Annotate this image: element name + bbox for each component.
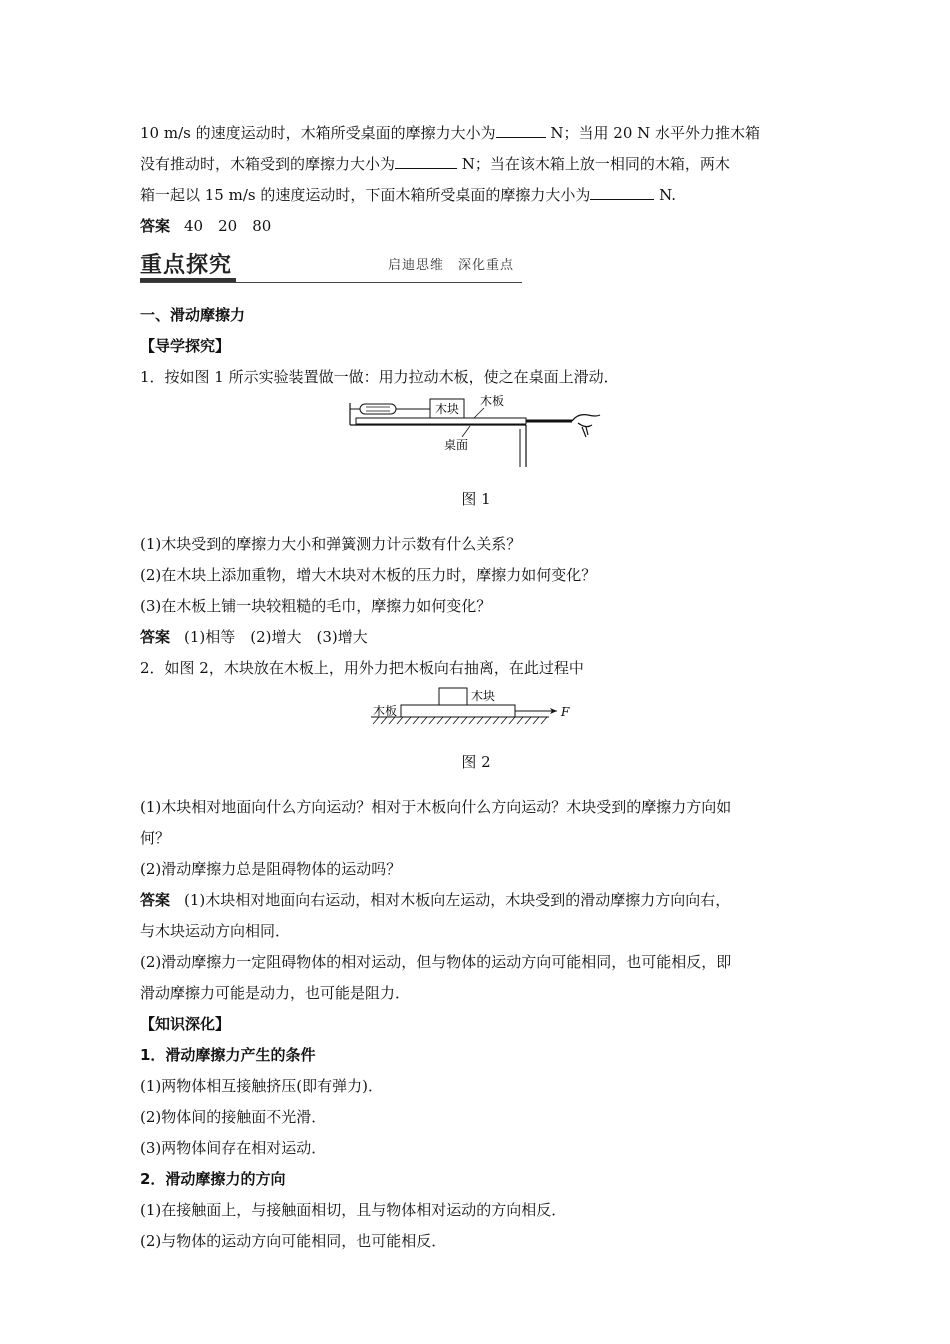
- question-2-part-1: (1)木块相对地面向什么方向运动？相对于木板向什么方向运动？木块受到的摩擦力方向如: [140, 798, 732, 816]
- question-2: 2．如图 2，木块放在木板上，用外力把木板向右抽离，在此过程中: [140, 659, 584, 677]
- table-label: 桌面: [444, 438, 469, 452]
- intro-text: N.: [654, 186, 677, 204]
- guide-label: 【导学探究】: [140, 337, 231, 355]
- board-label: 木板: [480, 394, 505, 408]
- knowledge-1-item: (2)物体间的接触面不光滑．: [140, 1108, 327, 1126]
- figure-2: [371, 686, 581, 732]
- intro-text: N；当用 20 N 水平外力推木箱: [545, 124, 761, 142]
- intro-answer: [140, 211, 812, 242]
- question-1-part-1: (1)木块受到的摩擦力大小和弹簧测力计示数有什么关系？: [140, 535, 522, 553]
- answer-text: 40 20 80: [184, 217, 272, 235]
- block: [439, 688, 467, 705]
- answer-text: (1)木块相对地面向右运动，相对木板向左运动，木块受到的滑动摩擦力方向向右，: [184, 891, 731, 909]
- heading-sliding-friction: 一、滑动摩擦力: [140, 306, 246, 324]
- answer-blank: [496, 123, 546, 138]
- section-title: 重点探究: [140, 253, 233, 278]
- board: [401, 705, 515, 717]
- block-label: 木块: [434, 402, 460, 416]
- question-2-part-1-cont: 何？: [140, 829, 171, 847]
- question-2-answer: [140, 885, 812, 916]
- figure-1-caption: 图 1: [461, 490, 491, 508]
- block-label: 木块: [471, 689, 496, 703]
- knowledge-1-item: (1)两物体相互接触挤压(即有弹力)．: [140, 1077, 383, 1095]
- section-header: [140, 248, 812, 292]
- intro-line-1: [140, 118, 812, 149]
- figure-1: [346, 393, 606, 469]
- force-label: F: [561, 705, 570, 719]
- answer-label: 答案: [140, 891, 171, 909]
- hand-icon: [572, 415, 600, 437]
- figure-1-diagram: [346, 393, 606, 469]
- knowledge-2-item: (2)与物体的运动方向可能相同，也可能相反．: [140, 1232, 447, 1250]
- figure-2-diagram: [371, 686, 581, 732]
- question-1-part-3: (3)在木板上铺一块较粗糙的毛巾，摩擦力如何变化？: [140, 597, 492, 615]
- answer-text-cont: 与木块运动方向相同．: [140, 922, 291, 940]
- intro-text: 10 m/s 的速度运动时，木箱所受桌面的摩擦力大小为: [140, 124, 496, 142]
- document-page: [140, 118, 812, 1257]
- question-1-part-2: (2)在木块上添加重物，增大木块对木板的压力时，摩擦力如何变化？: [140, 566, 597, 584]
- section-subtitle: 启迪思维 深化重点: [388, 258, 515, 273]
- board-label-pointer: [474, 408, 484, 418]
- answer-text-2: (2)滑动摩擦力一定阻碍物体的相对运动，但与物体的运动方向可能相同，也可能相反，即: [140, 953, 732, 971]
- answer-text-2-cont: 滑动摩擦力可能是动力，也可能是阻力．: [140, 984, 411, 1002]
- answer-label: 答案: [140, 628, 171, 646]
- answer-label: 答案: [140, 217, 171, 235]
- knowledge-1-item: (3)两物体间存在相对运动．: [140, 1139, 327, 1157]
- deepen-label: 【知识深化】: [140, 1015, 231, 1033]
- question-1-answer: [140, 622, 812, 653]
- figure-2-caption: 图 2: [461, 753, 491, 771]
- intro-line-2: [140, 149, 812, 180]
- board: [356, 418, 526, 424]
- intro-text: 没有推动时，木箱受到的摩擦力大小为: [140, 155, 396, 173]
- ground-hatching: [373, 717, 547, 724]
- table-label-pointer: [462, 426, 470, 437]
- knowledge-2-item: (1)在接触面上，与接触面相切，且与物体相对运动的方向相反．: [140, 1201, 567, 1219]
- question-1: 1．按如图 1 所示实验装置做一做：用力拉动木板，使之在桌面上滑动．: [140, 368, 619, 386]
- answer-blank: [590, 185, 654, 200]
- answer-blank: [395, 154, 457, 169]
- board-label: 木板: [373, 704, 398, 718]
- answer-text: (1)相等 (2)增大 (3)增大: [184, 628, 368, 646]
- knowledge-1-title: 1．滑动摩擦力产生的条件: [140, 1046, 316, 1064]
- knowledge-2-title: 2．滑动摩擦力的方向: [140, 1170, 286, 1188]
- spring-scale: [360, 404, 396, 414]
- intro-text: N；当在该木箱上放一相同的木箱，两木: [457, 155, 730, 173]
- question-2-part-2: (2)滑动摩擦力总是阻碍物体的运动吗？: [140, 860, 402, 878]
- intro-line-3: [140, 180, 812, 211]
- section-divider: [140, 282, 522, 283]
- intro-text: 箱一起以 15 m/s 的速度运动时，下面木箱所受桌面的摩擦力大小为: [140, 186, 591, 204]
